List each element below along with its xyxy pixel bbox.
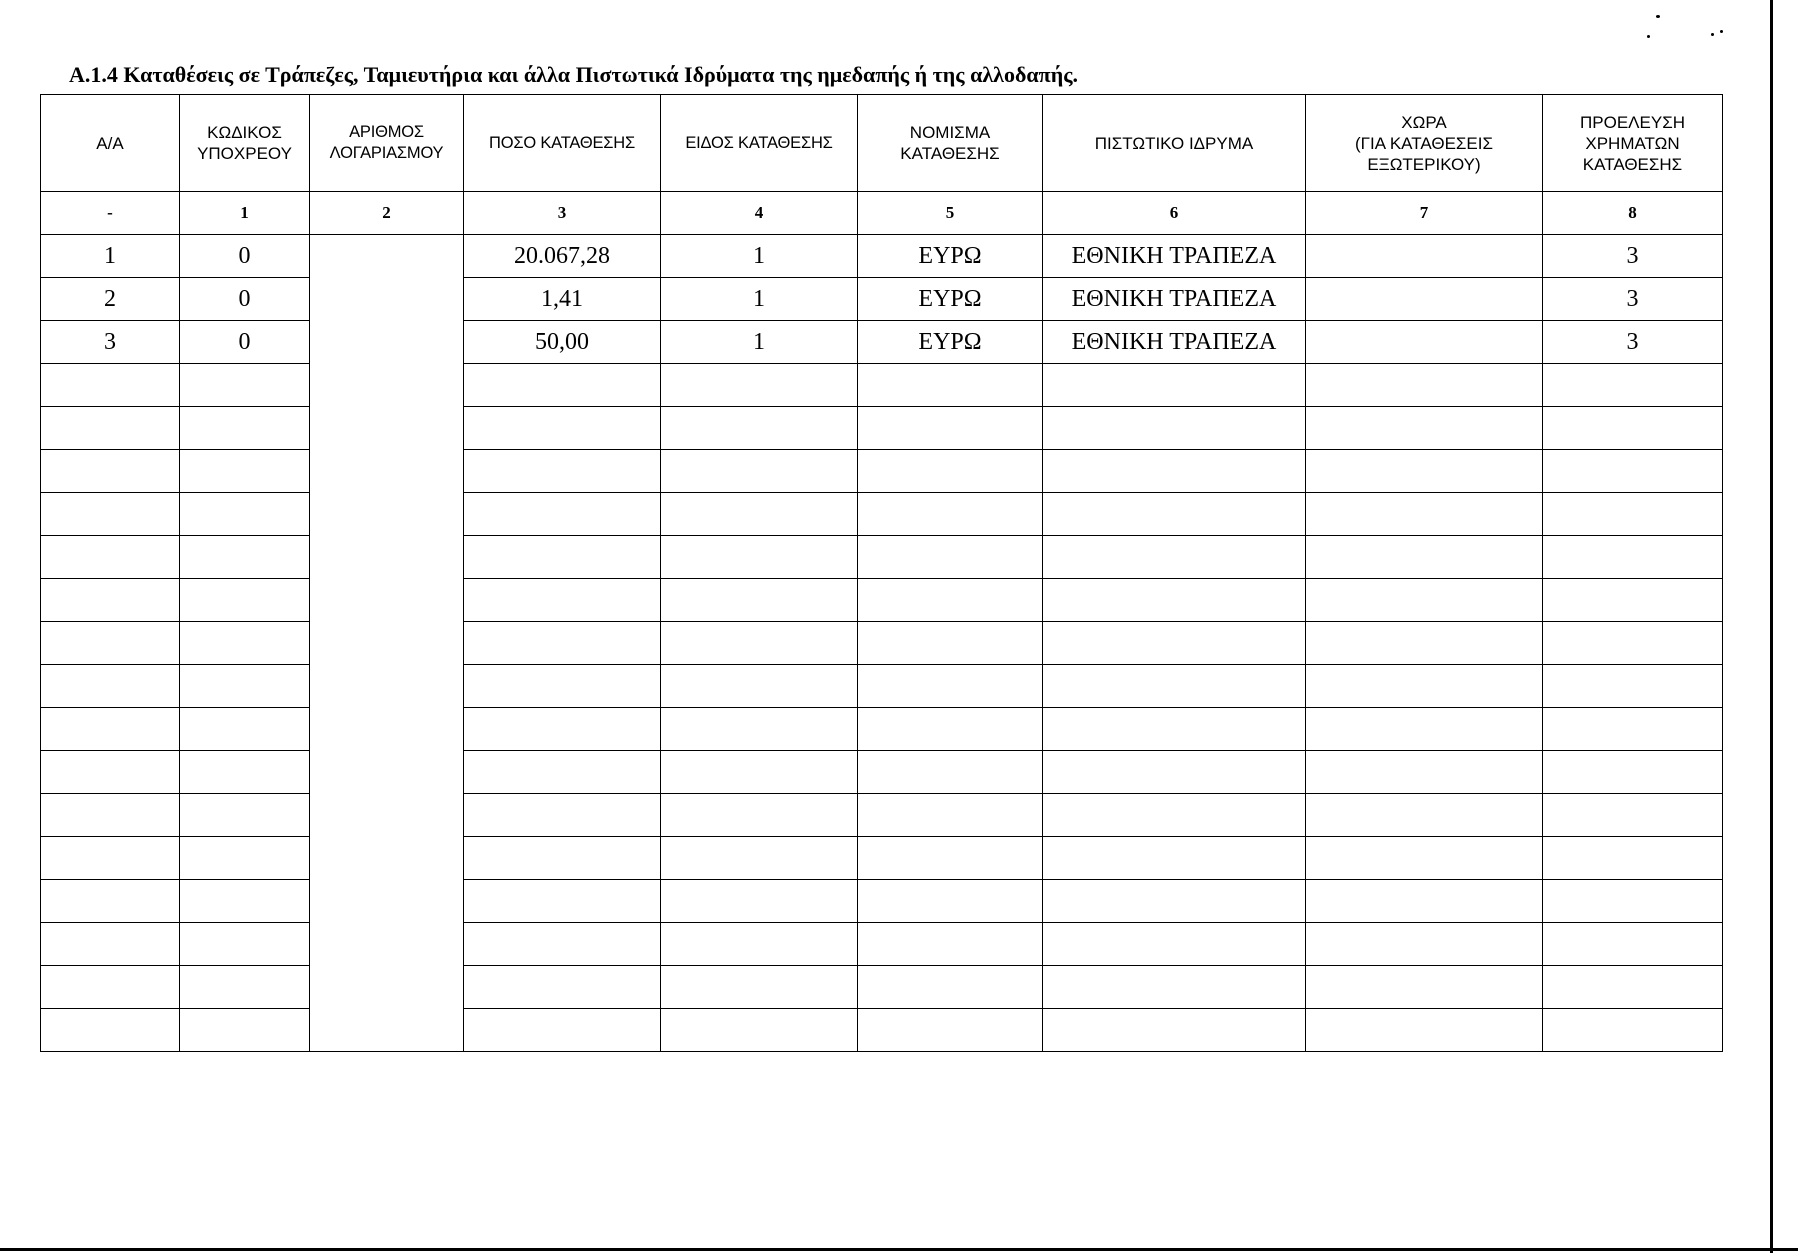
header-obligor-code: ΚΩΔΙΚΟΣ ΥΠΟΧΡΕΟΥ bbox=[180, 95, 310, 192]
cell-deposit-amount bbox=[464, 450, 661, 493]
cell-credit-institution bbox=[1043, 794, 1306, 837]
cell-credit-institution bbox=[1043, 493, 1306, 536]
cell-aa bbox=[41, 880, 180, 923]
cell-country bbox=[1306, 966, 1543, 1009]
cell-aa bbox=[41, 493, 180, 536]
cell-aa bbox=[41, 450, 180, 493]
cell-deposit-amount bbox=[464, 622, 661, 665]
column-number: 8 bbox=[1543, 192, 1723, 235]
column-number: 7 bbox=[1306, 192, 1543, 235]
cell-obligor-code bbox=[180, 407, 310, 450]
page-edge-bottom bbox=[0, 1248, 1798, 1251]
cell-currency: ΕΥΡΩ bbox=[858, 278, 1043, 321]
cell-country bbox=[1306, 450, 1543, 493]
cell-aa: 3 bbox=[41, 321, 180, 364]
cell-obligor-code bbox=[180, 966, 310, 1009]
cell-country bbox=[1306, 493, 1543, 536]
cell-obligor-code bbox=[180, 923, 310, 966]
cell-obligor-code bbox=[180, 1009, 310, 1052]
cell-obligor-code bbox=[180, 751, 310, 794]
cell-aa bbox=[41, 837, 180, 880]
cell-currency bbox=[858, 622, 1043, 665]
cell-country bbox=[1306, 278, 1543, 321]
cell-country bbox=[1306, 321, 1543, 364]
table-row bbox=[41, 837, 1723, 880]
cell-deposit-amount bbox=[464, 794, 661, 837]
cell-country bbox=[1306, 579, 1543, 622]
cell-country bbox=[1306, 751, 1543, 794]
cell-credit-institution bbox=[1043, 966, 1306, 1009]
cell-deposit-amount: 1,41 bbox=[464, 278, 661, 321]
cell-country bbox=[1306, 622, 1543, 665]
cell-credit-institution bbox=[1043, 450, 1306, 493]
cell-funds-origin bbox=[1543, 837, 1723, 880]
cell-deposit-type bbox=[661, 1009, 858, 1052]
cell-deposit-amount bbox=[464, 364, 661, 407]
cell-deposit-type bbox=[661, 794, 858, 837]
document-title: Α.1.4 Καταθέσεις σε Τράπεζες, Ταμιευτήρια και άλλα Πιστωτικά Ιδρύματα της ημεδαπής ή της αλλοδαπής. bbox=[69, 62, 1078, 87]
cell-funds-origin bbox=[1543, 407, 1723, 450]
cell-aa bbox=[41, 708, 180, 751]
cell-aa bbox=[41, 966, 180, 1009]
cell-aa bbox=[41, 536, 180, 579]
cell-deposit-type bbox=[661, 579, 858, 622]
cell-obligor-code: 0 bbox=[180, 321, 310, 364]
cell-obligor-code bbox=[180, 837, 310, 880]
table-row bbox=[41, 579, 1723, 622]
table-row bbox=[41, 407, 1723, 450]
cell-credit-institution: ΕΘΝΙΚΗ ΤΡΑΠΕΖΑ bbox=[1043, 321, 1306, 364]
cell-deposit-type: 1 bbox=[661, 278, 858, 321]
cell-country bbox=[1306, 880, 1543, 923]
table-row bbox=[41, 493, 1723, 536]
cell-funds-origin bbox=[1543, 364, 1723, 407]
column-number: 3 bbox=[464, 192, 661, 235]
table-row bbox=[41, 708, 1723, 751]
cell-credit-institution bbox=[1043, 536, 1306, 579]
cell-deposit-amount bbox=[464, 923, 661, 966]
cell-currency bbox=[858, 665, 1043, 708]
cell-country bbox=[1306, 235, 1543, 278]
cell-currency bbox=[858, 1009, 1043, 1052]
cell-deposit-amount bbox=[464, 837, 661, 880]
header-deposit-amount: ΠΟΣΟ ΚΑΤΑΘΕΣΗΣ bbox=[464, 95, 661, 192]
table-row bbox=[41, 751, 1723, 794]
cell-credit-institution bbox=[1043, 923, 1306, 966]
cell-currency bbox=[858, 450, 1043, 493]
cell-currency bbox=[858, 880, 1043, 923]
header-country: ΧΩΡΑ (ΓΙΑ ΚΑΤΑΘΕΣΕΙΣ ΕΞΩΤΕΡΙΚΟΥ) bbox=[1306, 95, 1543, 192]
cell-aa bbox=[41, 364, 180, 407]
cell-deposit-type bbox=[661, 966, 858, 1009]
cell-country bbox=[1306, 1009, 1543, 1052]
cell-credit-institution bbox=[1043, 579, 1306, 622]
column-number: 5 bbox=[858, 192, 1043, 235]
cell-credit-institution bbox=[1043, 880, 1306, 923]
cell-currency bbox=[858, 407, 1043, 450]
cell-currency bbox=[858, 751, 1043, 794]
column-number: 6 bbox=[1043, 192, 1306, 235]
cell-funds-origin: 3 bbox=[1543, 278, 1723, 321]
cell-obligor-code bbox=[180, 794, 310, 837]
cell-currency: ΕΥΡΩ bbox=[858, 321, 1043, 364]
cell-obligor-code bbox=[180, 536, 310, 579]
cell-funds-origin bbox=[1543, 622, 1723, 665]
column-number: 2 bbox=[310, 192, 464, 235]
table-row bbox=[41, 536, 1723, 579]
cell-deposit-amount bbox=[464, 1009, 661, 1052]
cell-deposit-amount bbox=[464, 407, 661, 450]
cell-obligor-code bbox=[180, 708, 310, 751]
cell-deposit-type bbox=[661, 407, 858, 450]
header-row bbox=[41, 95, 1723, 192]
cell-currency bbox=[858, 536, 1043, 579]
cell-deposit-type bbox=[661, 880, 858, 923]
table-row bbox=[41, 364, 1723, 407]
table-row bbox=[41, 923, 1723, 966]
cell-obligor-code bbox=[180, 450, 310, 493]
cell-currency bbox=[858, 364, 1043, 407]
cell-aa: 1 bbox=[41, 235, 180, 278]
cell-credit-institution bbox=[1043, 1009, 1306, 1052]
cell-funds-origin bbox=[1543, 751, 1723, 794]
cell-country bbox=[1306, 923, 1543, 966]
cell-obligor-code: 0 bbox=[180, 235, 310, 278]
table-row bbox=[41, 880, 1723, 923]
scan-speck bbox=[1720, 30, 1723, 33]
cell-aa bbox=[41, 665, 180, 708]
cell-obligor-code bbox=[180, 579, 310, 622]
table-row bbox=[41, 665, 1723, 708]
cell-deposit-amount bbox=[464, 493, 661, 536]
cell-deposit-amount bbox=[464, 751, 661, 794]
cell-credit-institution bbox=[1043, 837, 1306, 880]
cell-deposit-type bbox=[661, 837, 858, 880]
header-deposit-type: ΕΙΔΟΣ ΚΑΤΑΘΕΣΗΣ bbox=[661, 95, 858, 192]
cell-aa bbox=[41, 794, 180, 837]
header-account-number: ΑΡΙΘΜΟΣ ΛΟΓΑΡΙΑΣΜΟΥ bbox=[310, 95, 464, 192]
cell-funds-origin bbox=[1543, 579, 1723, 622]
cell-country bbox=[1306, 407, 1543, 450]
scan-speck bbox=[1711, 33, 1714, 36]
deposits-table bbox=[40, 94, 1723, 1052]
cell-deposit-amount bbox=[464, 708, 661, 751]
header-funds-origin: ΠΡΟΕΛΕΥΣΗ ΧΡΗΜΑΤΩΝ ΚΑΤΑΘΕΣΗΣ bbox=[1543, 95, 1723, 192]
column-number: 4 bbox=[661, 192, 858, 235]
cell-country bbox=[1306, 794, 1543, 837]
cell-aa bbox=[41, 923, 180, 966]
cell-deposit-amount bbox=[464, 579, 661, 622]
scan-speck bbox=[1656, 15, 1660, 18]
cell-funds-origin bbox=[1543, 536, 1723, 579]
cell-currency bbox=[858, 708, 1043, 751]
table-row bbox=[41, 622, 1723, 665]
cell-deposit-type bbox=[661, 622, 858, 665]
cell-deposit-amount bbox=[464, 880, 661, 923]
cell-funds-origin: 3 bbox=[1543, 235, 1723, 278]
cell-credit-institution: ΕΘΝΙΚΗ ΤΡΑΠΕΖΑ bbox=[1043, 235, 1306, 278]
cell-funds-origin bbox=[1543, 450, 1723, 493]
cell-deposit-amount: 20.067,28 bbox=[464, 235, 661, 278]
cell-deposit-amount bbox=[464, 966, 661, 1009]
header-currency: ΝΟΜΙΣΜΑ ΚΑΤΑΘΕΣΗΣ bbox=[858, 95, 1043, 192]
column-number: 1 bbox=[180, 192, 310, 235]
cell-country bbox=[1306, 665, 1543, 708]
column-number: - bbox=[41, 192, 180, 235]
cell-obligor-code bbox=[180, 364, 310, 407]
cell-funds-origin bbox=[1543, 966, 1723, 1009]
cell-currency: ΕΥΡΩ bbox=[858, 235, 1043, 278]
cell-aa bbox=[41, 579, 180, 622]
cell-funds-origin bbox=[1543, 923, 1723, 966]
cell-deposit-type: 1 bbox=[661, 321, 858, 364]
cell-aa bbox=[41, 407, 180, 450]
cell-deposit-type bbox=[661, 364, 858, 407]
cell-deposit-type bbox=[661, 751, 858, 794]
cell-deposit-type bbox=[661, 665, 858, 708]
cell-currency bbox=[858, 794, 1043, 837]
cell-funds-origin bbox=[1543, 794, 1723, 837]
cell-funds-origin bbox=[1543, 493, 1723, 536]
header-credit-institution: ΠΙΣΤΩΤΙΚΟ ΙΔΡΥΜΑ bbox=[1043, 95, 1306, 192]
cell-funds-origin bbox=[1543, 708, 1723, 751]
cell-currency bbox=[858, 923, 1043, 966]
cell-deposit-type bbox=[661, 450, 858, 493]
cell-deposit-type bbox=[661, 708, 858, 751]
cell-obligor-code bbox=[180, 622, 310, 665]
cell-currency bbox=[858, 966, 1043, 1009]
cell-deposit-amount bbox=[464, 665, 661, 708]
cell-aa bbox=[41, 622, 180, 665]
table-row bbox=[41, 278, 1723, 321]
cell-obligor-code bbox=[180, 665, 310, 708]
cell-obligor-code bbox=[180, 493, 310, 536]
cell-funds-origin bbox=[1543, 1009, 1723, 1052]
scan-speck bbox=[1647, 35, 1650, 38]
cell-obligor-code bbox=[180, 880, 310, 923]
cell-credit-institution bbox=[1043, 665, 1306, 708]
table-body bbox=[41, 235, 1723, 1052]
cell-currency bbox=[858, 493, 1043, 536]
cell-aa bbox=[41, 751, 180, 794]
cell-funds-origin bbox=[1543, 665, 1723, 708]
table-row bbox=[41, 966, 1723, 1009]
cell-credit-institution bbox=[1043, 407, 1306, 450]
cell-funds-origin: 3 bbox=[1543, 321, 1723, 364]
cell-credit-institution bbox=[1043, 364, 1306, 407]
cell-deposit-amount bbox=[464, 536, 661, 579]
column-number-row bbox=[41, 192, 1723, 235]
cell-obligor-code: 0 bbox=[180, 278, 310, 321]
cell-deposit-type bbox=[661, 493, 858, 536]
table-row bbox=[41, 235, 1723, 278]
cell-country bbox=[1306, 837, 1543, 880]
cell-currency bbox=[858, 579, 1043, 622]
cell-country bbox=[1306, 536, 1543, 579]
table-row bbox=[41, 794, 1723, 837]
cell-country bbox=[1306, 708, 1543, 751]
table-row bbox=[41, 450, 1723, 493]
cell-credit-institution: ΕΘΝΙΚΗ ΤΡΑΠΕΖΑ bbox=[1043, 278, 1306, 321]
cell-country bbox=[1306, 364, 1543, 407]
cell-account-number bbox=[310, 235, 464, 1052]
cell-aa: 2 bbox=[41, 278, 180, 321]
cell-deposit-type bbox=[661, 536, 858, 579]
cell-aa bbox=[41, 1009, 180, 1052]
cell-credit-institution bbox=[1043, 751, 1306, 794]
header-aa: Α/Α bbox=[41, 95, 180, 192]
cell-funds-origin bbox=[1543, 880, 1723, 923]
cell-currency bbox=[858, 837, 1043, 880]
page-edge-right bbox=[1770, 0, 1773, 1253]
table-row bbox=[41, 321, 1723, 364]
cell-credit-institution bbox=[1043, 622, 1306, 665]
cell-deposit-amount: 50,00 bbox=[464, 321, 661, 364]
cell-deposit-type bbox=[661, 923, 858, 966]
cell-deposit-type: 1 bbox=[661, 235, 858, 278]
cell-credit-institution bbox=[1043, 708, 1306, 751]
table-row bbox=[41, 1009, 1723, 1052]
